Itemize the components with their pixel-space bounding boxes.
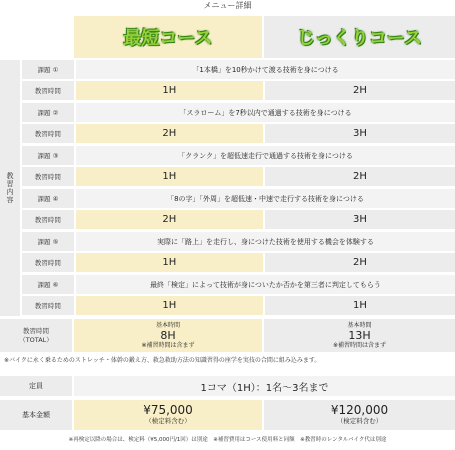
tax-note: （検定料含む） [145,417,191,425]
task-label: 課題 ⑥ [22,275,74,294]
task-row [22,232,455,251]
task-label: 課題 ③ [22,146,74,165]
course-title-shortest: 最短コース [123,28,213,49]
hours-label: 教習時間 [22,210,74,229]
task-label: 課題 ④ [22,189,74,208]
task-row [22,60,455,79]
hours-row [22,296,455,315]
task-description: 「1本橋」を10秒かけて渡る技術を身につける [76,60,455,79]
hours-shortest: 2H [76,124,263,143]
capacity-value: 1コマ（1H）：1名～3名まで [74,376,455,396]
hours-label: 教習時間 [22,253,74,272]
task-description: 「スラローム」を7秒以内で通過する技術を身につける [76,103,455,122]
page-title: メニュー詳細 [203,1,252,10]
total-hours-label: 教習時間 （TOTAL） [0,319,72,352]
base-time-label: 基本時間 [347,321,372,329]
task-row [22,275,455,294]
task-row [22,189,455,208]
total-hours-value: 13H [348,328,371,342]
hours-row [22,253,455,272]
task-description: 実際に「路上」を走行し、身につけた技術を使用する機会を体験する [76,232,455,251]
hours-label: 教習時間 [22,296,74,315]
hours-label: 教習時間 [22,124,74,143]
hours-shortest: 1H [76,253,263,272]
course-header-thorough [264,16,455,58]
hours-shortest: 1H [76,167,263,186]
price-value: ¥75,000 [143,403,193,417]
task-label: 課題 ② [22,103,74,122]
supplement-note: ※補習時間は含まず [141,341,195,349]
hours-thorough: 2H [265,81,455,100]
price-shortest [74,400,262,430]
total-hours-thorough [264,319,455,352]
supplement-note: ※補習時間は含まず [332,341,387,349]
course-title-thorough: じっくりコース [296,28,423,49]
hours-thorough: 2H [265,253,455,272]
price-thorough [264,400,455,430]
tax-note: （検定料含む） [336,417,383,425]
task-row [22,103,455,122]
hours-shortest: 2H [76,210,263,229]
task-description: 最終「検定」によって技術が身についたか否かを第三者に判定してもらう [76,275,455,294]
hours-shortest: 1H [76,81,263,100]
course-header-shortest [74,16,262,58]
hours-row [22,81,455,100]
base-time-label: 基本時間 [155,321,180,329]
task-description: 「8の字」「外周」を超低速・中速で走行する技術を身につける [76,189,455,208]
price-value: ¥120,000 [330,403,389,417]
task-description: 「クランク」を超低速走行で通過する技術を身につける [76,146,455,165]
bike-note: ※バイクに永く乗るためのストレッチ・体幹の鍛え方、救急救助方法の知識習得の座学を実技の合間に組み込みます。 [4,357,321,364]
hours-label: 教習時間 [22,81,74,100]
hours-thorough: 1H [265,296,455,315]
total-hours-shortest [74,319,262,352]
hours-row [22,210,455,229]
task-row [22,146,455,165]
hours-row [22,124,455,143]
hours-row [22,167,455,186]
capacity-label: 定員 [0,376,72,396]
task-label: 課題 ① [22,60,74,79]
hours-thorough: 3H [265,210,455,229]
hours-thorough: 3H [265,124,455,143]
footer-note: ※再検定以降の場合は、検定料（¥5,000円/1回）は別途 ※補習費用はコース使用料と同額 ※教習時のレンタルバイク代は別途 [68,437,387,443]
total-hours-value: 8H [160,328,176,342]
hours-thorough: 2H [265,167,455,186]
lesson-content-label: 教習内容 [0,60,20,316]
task-label: 課題 ⑤ [22,232,74,251]
price-label: 基本金額 [0,400,72,430]
capacity-row [0,376,455,396]
hours-shortest: 1H [76,296,263,315]
hours-label: 教習時間 [22,167,74,186]
